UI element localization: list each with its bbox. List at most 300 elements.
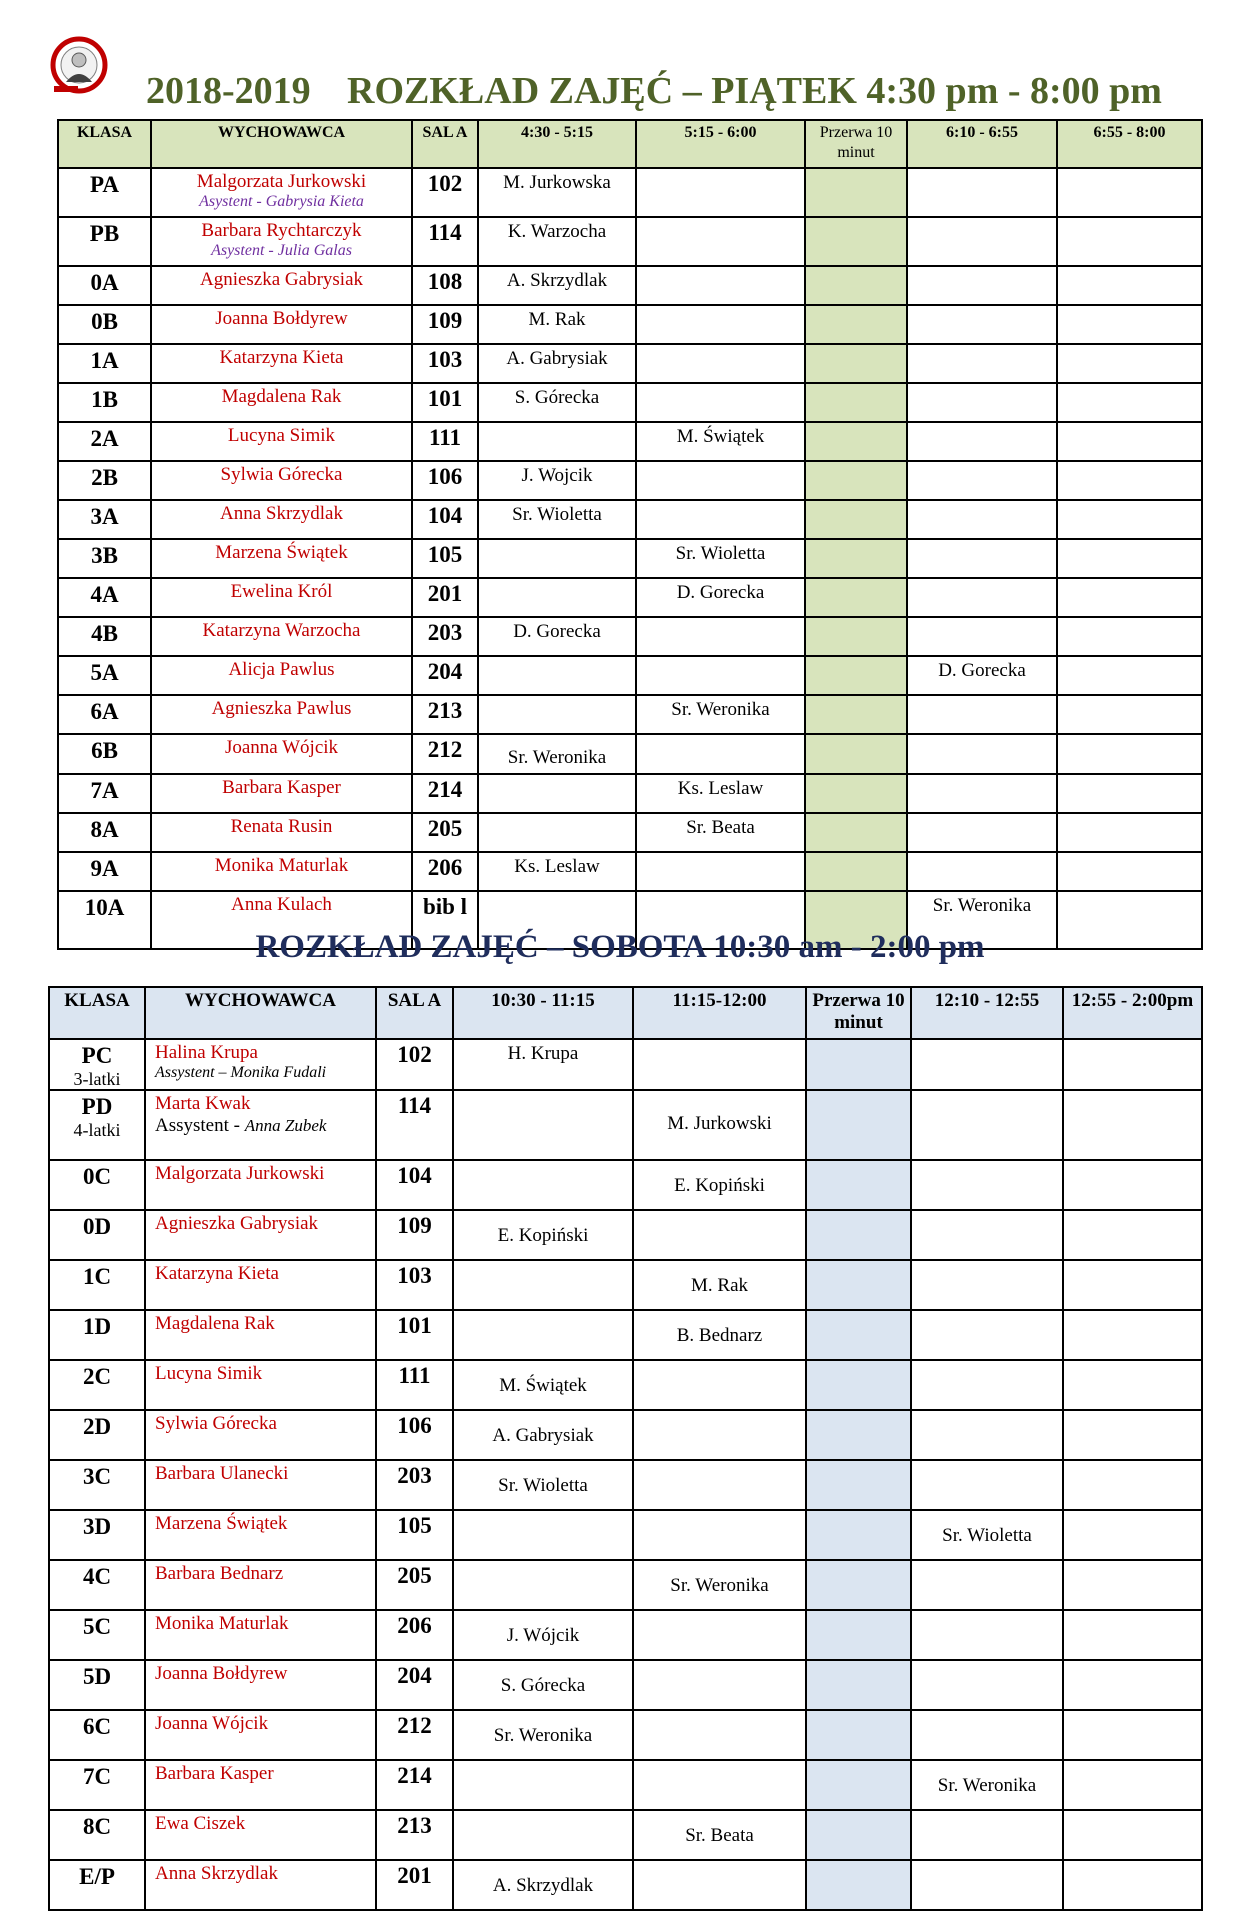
class-name: 4B — [91, 621, 118, 646]
class-cell — [58, 383, 151, 422]
friday-title-text: ROZKŁAD ZAJĘĆ – PIĄTEK 4:30 pm - 8:00 pm — [347, 70, 1162, 112]
table-row — [58, 168, 1202, 217]
header-slot-2: 5:15 - 6:00 — [636, 120, 805, 168]
header-slot-1: 10:30 - 11:15 — [453, 987, 633, 1039]
slot-cell — [1063, 1810, 1202, 1860]
slot-cell: M. Świątek — [636, 422, 805, 461]
teacher-name: Katarzyna Kieta — [155, 1263, 279, 1284]
teacher-cell — [145, 1210, 376, 1260]
table-row — [49, 1039, 1202, 1090]
break-cell — [806, 1160, 911, 1210]
class-name: 2C — [82, 1364, 112, 1389]
teacher-cell — [145, 1310, 376, 1360]
teacher-cell — [145, 1710, 376, 1760]
teacher-cell — [151, 383, 412, 422]
room-cell: 109 — [412, 305, 478, 344]
room-cell: 105 — [412, 539, 478, 578]
slot-cell — [478, 539, 636, 578]
break-cell — [806, 1510, 911, 1560]
class-cell — [49, 1860, 145, 1910]
class-name: 1D — [82, 1314, 112, 1339]
room-cell: 104 — [376, 1160, 453, 1210]
class-cell — [49, 1560, 145, 1610]
table-row — [58, 344, 1202, 383]
teacher-name: Sylwia Górecka — [220, 464, 343, 485]
slot-cell — [636, 383, 805, 422]
break-cell — [805, 217, 907, 266]
room-cell: 214 — [376, 1760, 453, 1810]
break-cell — [805, 852, 907, 891]
class-cell — [49, 1760, 145, 1810]
room-cell: 206 — [376, 1610, 453, 1660]
room-cell: 106 — [376, 1410, 453, 1460]
slot-cell: Sr. Beata — [633, 1810, 806, 1860]
teacher-name: Anna Kulach — [231, 894, 332, 915]
header-slot-3: 12:10 - 12:55 — [911, 987, 1063, 1039]
slot-cell: Sr. Weronika — [907, 891, 1057, 949]
table-row — [58, 539, 1202, 578]
break-cell — [806, 1360, 911, 1410]
slot-cell — [911, 1810, 1063, 1860]
break-cell — [806, 1039, 911, 1090]
teacher-cell — [145, 1360, 376, 1410]
table-row — [58, 695, 1202, 734]
header-slot-1: 4:30 - 5:15 — [478, 120, 636, 168]
class-name: 3A — [90, 504, 119, 529]
slot-cell — [1063, 1660, 1202, 1710]
teacher-cell — [145, 1460, 376, 1510]
class-name: 0A — [90, 270, 119, 295]
teacher-name: Katarzyna Kieta — [219, 347, 344, 368]
school-year: 2018-2019 — [146, 70, 311, 112]
slot-cell: Sr. Weronika — [911, 1760, 1063, 1810]
slot-cell — [907, 344, 1057, 383]
slot-cell — [478, 656, 636, 695]
slot-cell — [1057, 461, 1202, 500]
teacher-name: Anna Skrzydlak — [220, 503, 343, 524]
teacher-cell — [151, 344, 412, 383]
slot-cell — [1057, 266, 1202, 305]
slot-cell: J. Wojcik — [478, 461, 636, 500]
table-row — [58, 774, 1202, 813]
slot-cell — [1063, 1860, 1202, 1910]
slot-cell — [907, 168, 1057, 217]
break-cell — [805, 813, 907, 852]
class-name: 6C — [82, 1714, 112, 1739]
teacher-cell — [145, 1090, 376, 1160]
assistant-prefix: Assystent - — [155, 1115, 240, 1136]
table-row — [49, 1210, 1202, 1260]
teacher-name: Barbara Rychtarczyk — [201, 220, 362, 241]
slot-cell — [911, 1610, 1063, 1660]
slot-cell: Sr. Weronika — [478, 734, 636, 774]
slot-cell — [911, 1360, 1063, 1410]
slot-cell — [1057, 305, 1202, 344]
slot-cell — [1057, 383, 1202, 422]
teacher-cell — [151, 774, 412, 813]
teacher-name: Barbara Kasper — [222, 777, 341, 798]
teacher-name: Alicja Pawlus — [228, 659, 335, 680]
class-cell — [49, 1160, 145, 1210]
table-row — [58, 852, 1202, 891]
teacher-name: Lucyna Simik — [227, 425, 336, 446]
teacher-cell — [151, 500, 412, 539]
slot-cell — [1057, 217, 1202, 266]
slot-cell — [907, 774, 1057, 813]
header-wychowawca: WYCHOWAWCA — [151, 120, 412, 168]
slot-cell: E. Kopiński — [633, 1160, 806, 1210]
slot-cell — [633, 1710, 806, 1760]
class-cell — [58, 774, 151, 813]
break-cell — [806, 1810, 911, 1860]
header-break: Przerwa 10 minut — [805, 120, 907, 168]
slot-cell: Sr. Wioletta — [453, 1460, 633, 1510]
slot-cell — [1057, 344, 1202, 383]
break-cell — [806, 1760, 911, 1810]
table-row — [49, 1860, 1202, 1910]
break-cell — [805, 656, 907, 695]
break-cell — [805, 734, 907, 774]
slot-cell: A. Gabrysiak — [453, 1410, 633, 1460]
slot-cell — [1063, 1260, 1202, 1310]
break-cell — [805, 422, 907, 461]
slot-cell — [1063, 1310, 1202, 1360]
room-cell: 204 — [412, 656, 478, 695]
header-wychowawca: WYCHOWAWCA — [145, 987, 376, 1039]
slot-cell — [907, 461, 1057, 500]
class-name: 3C — [82, 1464, 112, 1489]
class-cell — [58, 578, 151, 617]
class-name: 2A — [90, 426, 119, 451]
class-name: 5A — [90, 660, 119, 685]
slot-cell — [633, 1760, 806, 1810]
slot-cell: Sr. Weronika — [636, 695, 805, 734]
slot-cell — [636, 500, 805, 539]
class-cell — [49, 1610, 145, 1660]
slot-cell — [1057, 578, 1202, 617]
table-row — [49, 1510, 1202, 1560]
table-row — [49, 1760, 1202, 1810]
slot-cell: A. Skrzydlak — [478, 266, 636, 305]
break-cell — [805, 695, 907, 734]
header-klasa: KLASA — [58, 120, 151, 168]
slot-cell — [1057, 695, 1202, 734]
slot-cell: M. Jurkowski — [633, 1090, 806, 1160]
slot-cell: K. Warzocha — [478, 217, 636, 266]
slot-cell — [907, 539, 1057, 578]
break-cell — [806, 1710, 911, 1760]
room-cell: bib l — [412, 891, 478, 949]
table-row — [49, 1810, 1202, 1860]
slot-cell — [636, 266, 805, 305]
slot-cell — [1057, 617, 1202, 656]
break-cell — [805, 774, 907, 813]
header-slot-4: 12:55 - 2:00pm — [1063, 987, 1202, 1039]
slot-cell: M. Rak — [478, 305, 636, 344]
room-cell: 201 — [412, 578, 478, 617]
teacher-cell — [145, 1660, 376, 1710]
teacher-cell — [145, 1510, 376, 1560]
slot-cell — [907, 500, 1057, 539]
slot-cell — [633, 1610, 806, 1660]
slot-cell — [911, 1090, 1063, 1160]
room-cell: 114 — [376, 1090, 453, 1160]
class-name: 3B — [91, 543, 118, 568]
teacher-name: Lucyna Simik — [155, 1363, 263, 1384]
break-cell — [805, 539, 907, 578]
teacher-cell — [151, 217, 412, 266]
class-age-label: 3-latki — [73, 1069, 121, 1089]
class-cell — [58, 695, 151, 734]
break-cell — [806, 1460, 911, 1510]
table-row — [49, 1660, 1202, 1710]
room-cell: 108 — [412, 266, 478, 305]
teacher-cell — [151, 617, 412, 656]
slot-cell: D. Gorecka — [636, 578, 805, 617]
teacher-cell — [151, 813, 412, 852]
slot-cell: A. Gabrysiak — [478, 344, 636, 383]
slot-cell — [478, 695, 636, 734]
slot-cell — [911, 1460, 1063, 1510]
class-name: 0D — [82, 1214, 112, 1239]
assistant-name: Assystent – Monika Fudali — [155, 1064, 327, 1081]
slot-cell — [633, 1660, 806, 1710]
class-age-label: 4-latki — [73, 1120, 121, 1140]
slot-cell — [1057, 539, 1202, 578]
teacher-name: Agnieszka Gabrysiak — [199, 269, 364, 290]
room-cell: 212 — [412, 734, 478, 774]
slot-cell — [478, 774, 636, 813]
teacher-cell — [145, 1860, 376, 1910]
slot-cell — [478, 813, 636, 852]
teacher-cell — [151, 168, 412, 217]
break-cell — [806, 1210, 911, 1260]
slot-cell — [453, 1090, 633, 1160]
break-cell — [806, 1310, 911, 1360]
teacher-name: Monika Maturlak — [155, 1613, 289, 1634]
slot-cell — [911, 1710, 1063, 1760]
class-cell — [58, 500, 151, 539]
slot-cell — [907, 734, 1057, 774]
header-sala: SAL A — [412, 120, 478, 168]
teacher-name: Malgorzata Jurkowski — [196, 171, 367, 192]
slot-cell — [911, 1210, 1063, 1260]
class-cell — [58, 656, 151, 695]
class-cell — [58, 461, 151, 500]
room-cell: 206 — [412, 852, 478, 891]
teacher-name: Joanna Wójcik — [155, 1713, 269, 1734]
table-row — [58, 734, 1202, 774]
teacher-cell — [145, 1160, 376, 1210]
slot-cell — [636, 305, 805, 344]
teacher-cell — [151, 461, 412, 500]
slot-cell — [478, 422, 636, 461]
break-cell — [806, 1610, 911, 1660]
class-name: PD — [81, 1094, 113, 1119]
teacher-name: Ewa Ciszek — [155, 1813, 246, 1834]
assistant-name: Asystent - Julia Galas — [211, 242, 352, 259]
slot-cell: Ks. Leslaw — [636, 774, 805, 813]
slot-cell — [453, 1810, 633, 1860]
room-cell: 106 — [412, 461, 478, 500]
table-row — [58, 500, 1202, 539]
class-cell — [49, 1210, 145, 1260]
class-cell — [49, 1310, 145, 1360]
break-cell — [805, 344, 907, 383]
slot-cell — [453, 1160, 633, 1210]
class-name: 2D — [82, 1414, 112, 1439]
slot-cell — [453, 1760, 633, 1810]
assistant-name: Asystent - Gabrysia Kieta — [199, 193, 364, 210]
slot-cell — [1063, 1760, 1202, 1810]
slot-cell: A. Skrzydlak — [453, 1860, 633, 1910]
teacher-name: Marta Kwak — [155, 1093, 251, 1114]
slot-cell: Sr. Wioletta — [911, 1510, 1063, 1560]
table-row — [58, 578, 1202, 617]
slot-cell — [1063, 1510, 1202, 1560]
class-cell — [49, 1360, 145, 1410]
slot-cell: D. Gorecka — [478, 617, 636, 656]
teacher-cell — [151, 266, 412, 305]
slot-cell — [633, 1210, 806, 1260]
teacher-cell — [151, 656, 412, 695]
header-slot-4: 6:55 - 8:00 — [1057, 120, 1202, 168]
header-sala: SAL A — [376, 987, 453, 1039]
slot-cell — [907, 813, 1057, 852]
slot-cell: Sr. Wioletta — [478, 500, 636, 539]
class-name: 9A — [90, 856, 119, 881]
break-cell — [805, 617, 907, 656]
table-row — [58, 461, 1202, 500]
slot-cell — [1063, 1210, 1202, 1260]
teacher-name: Agnieszka Gabrysiak — [155, 1213, 319, 1234]
class-name: 3D — [82, 1514, 112, 1539]
room-cell: 111 — [412, 422, 478, 461]
teacher-name: Marzena Świątek — [155, 1513, 288, 1534]
teacher-cell — [151, 578, 412, 617]
class-name: 4C — [82, 1564, 112, 1589]
slot-cell — [1063, 1710, 1202, 1760]
table-row — [58, 305, 1202, 344]
teacher-cell — [145, 1260, 376, 1310]
class-cell — [49, 1039, 145, 1090]
slot-cell — [453, 1310, 633, 1360]
room-cell: 109 — [376, 1210, 453, 1260]
teacher-cell — [145, 1810, 376, 1860]
slot-cell — [911, 1410, 1063, 1460]
room-cell: 213 — [412, 695, 478, 734]
table-row — [49, 1460, 1202, 1510]
slot-cell — [1057, 813, 1202, 852]
slot-cell — [1057, 422, 1202, 461]
slot-cell — [633, 1510, 806, 1560]
room-cell: 103 — [412, 344, 478, 383]
room-cell: 203 — [412, 617, 478, 656]
teacher-name: Agnieszka Pawlus — [211, 698, 352, 719]
break-cell — [805, 383, 907, 422]
class-name: 5C — [82, 1614, 112, 1639]
class-cell — [58, 617, 151, 656]
room-cell: 104 — [412, 500, 478, 539]
break-cell — [806, 1660, 911, 1710]
teacher-name: Monika Maturlak — [214, 855, 349, 876]
teacher-name: Barbara Ulanecki — [155, 1463, 289, 1484]
class-cell — [58, 813, 151, 852]
room-cell: 203 — [376, 1460, 453, 1510]
teacher-name: Halina Krupa — [155, 1042, 258, 1063]
room-cell: 101 — [376, 1310, 453, 1360]
break-cell — [806, 1090, 911, 1160]
table-row — [49, 1610, 1202, 1660]
table-row — [49, 1360, 1202, 1410]
slot-cell — [636, 344, 805, 383]
table-row — [58, 422, 1202, 461]
room-cell: 205 — [412, 813, 478, 852]
class-cell — [49, 1510, 145, 1560]
slot-cell: H. Krupa — [453, 1039, 633, 1090]
slot-cell — [1063, 1039, 1202, 1090]
class-name: 6A — [90, 699, 119, 724]
teacher-name: Joanna Wójcik — [224, 737, 339, 758]
teacher-cell — [151, 695, 412, 734]
teacher-name: Malgorzata Jurkowski — [155, 1163, 325, 1184]
slot-cell — [911, 1260, 1063, 1310]
class-name: PA — [90, 172, 119, 197]
slot-cell — [633, 1039, 806, 1090]
slot-cell: M. Rak — [633, 1260, 806, 1310]
teacher-cell — [145, 1610, 376, 1660]
slot-cell — [1063, 1160, 1202, 1210]
slot-cell: Sr. Wioletta — [636, 539, 805, 578]
table-row — [58, 617, 1202, 656]
break-cell — [805, 305, 907, 344]
teacher-name: Anna Skrzydlak — [155, 1863, 278, 1884]
teacher-name: Joanna Bołdyrew — [215, 308, 348, 329]
slot-cell — [1057, 168, 1202, 217]
slot-cell — [907, 305, 1057, 344]
room-cell: 204 — [376, 1660, 453, 1710]
room-cell: 103 — [376, 1260, 453, 1310]
class-cell — [49, 1660, 145, 1710]
slot-cell: S. Górecka — [478, 383, 636, 422]
break-cell — [806, 1560, 911, 1610]
class-cell — [58, 168, 151, 217]
class-name: 7A — [90, 778, 119, 803]
teacher-cell — [145, 1760, 376, 1810]
slot-cell — [633, 1360, 806, 1410]
class-name: PC — [81, 1043, 113, 1068]
slot-cell: Sr. Beata — [636, 813, 805, 852]
slot-cell — [1063, 1410, 1202, 1460]
saturday-title: ROZKŁAD ZAJĘĆ – SOBOTA 10:30 am - 2:00 pm — [255, 929, 985, 965]
teacher-name: Marzena Świątek — [215, 542, 348, 563]
teacher-cell — [145, 1410, 376, 1460]
slot-cell: Sr. Weronika — [453, 1710, 633, 1760]
class-name: 1B — [91, 387, 118, 412]
break-cell — [805, 500, 907, 539]
class-name: 5D — [82, 1664, 112, 1689]
slot-cell — [636, 217, 805, 266]
class-name: E/P — [79, 1864, 115, 1889]
slot-cell — [1057, 774, 1202, 813]
slot-cell — [636, 617, 805, 656]
table-header-row — [49, 987, 1202, 1039]
room-cell: 205 — [376, 1560, 453, 1610]
slot-cell — [633, 1460, 806, 1510]
slot-cell — [907, 578, 1057, 617]
slot-cell — [636, 461, 805, 500]
friday-title — [0, 64, 1240, 118]
